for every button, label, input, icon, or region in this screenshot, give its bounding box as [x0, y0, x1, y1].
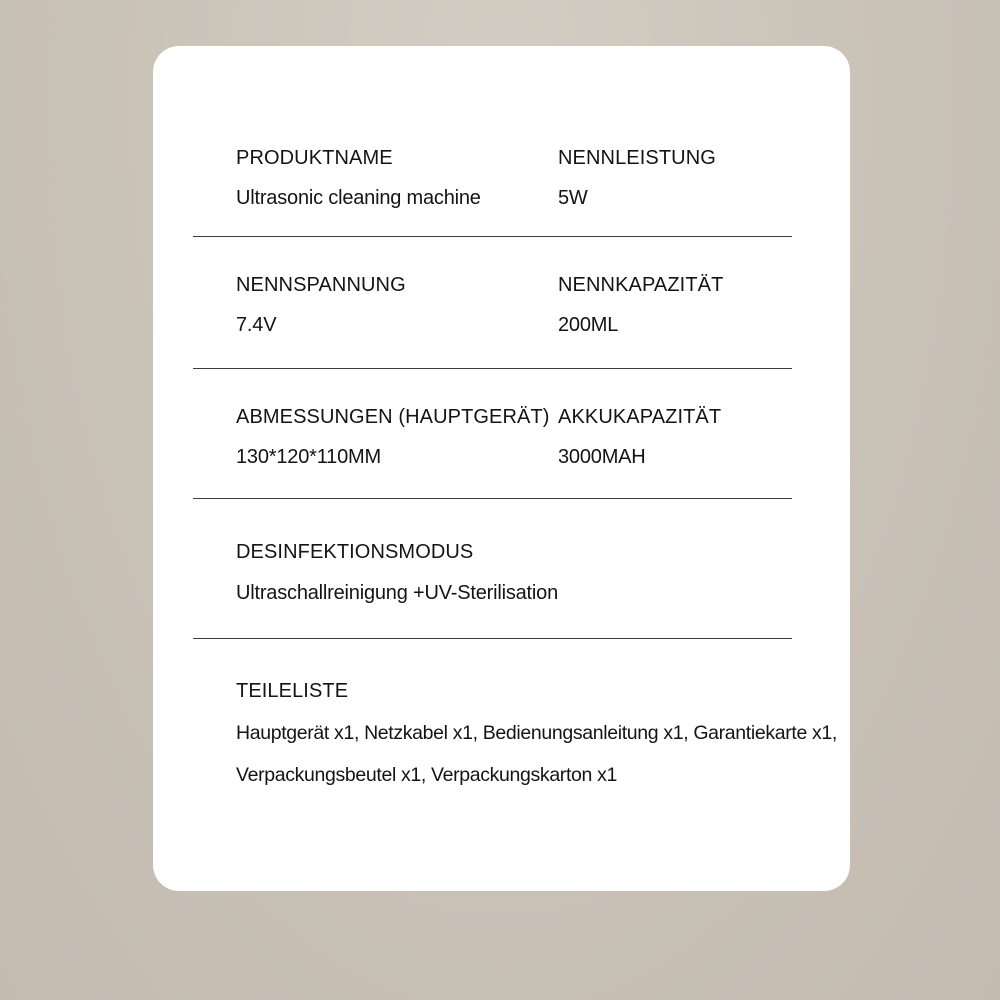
rated-power-value: 5W	[558, 187, 588, 209]
disinfection-mode-label: DESINFEKTIONSMODUS	[236, 541, 474, 563]
parts-list-line-1: Hauptgerät x1, Netzkabel x1, Bedienungsanleitung x1, Garantiekarte x1,	[236, 722, 837, 744]
divider-4	[193, 638, 792, 639]
disinfection-mode-value: Ultraschallreinigung +UV-Sterilisation	[236, 582, 558, 604]
divider-2	[193, 368, 792, 369]
divider-1	[193, 236, 792, 237]
divider-3	[193, 498, 792, 499]
rated-voltage-label: NENNSPANNUNG	[236, 274, 406, 296]
rated-capacity-label: NENNKAPAZITÄT	[558, 274, 724, 296]
battery-capacity-value: 3000MAH	[558, 446, 646, 468]
battery-capacity-label: AKKUKAPAZITÄT	[558, 406, 722, 428]
dimensions-label: ABMESSUNGEN (HAUPTGERÄT)	[236, 406, 550, 428]
product-name-value: Ultrasonic cleaning machine	[236, 187, 481, 209]
product-name-label: PRODUKTNAME	[236, 147, 393, 169]
spec-card	[153, 46, 850, 891]
parts-list-label: TEILELISTE	[236, 680, 349, 702]
dimensions-value: 130*120*110MM	[236, 446, 381, 468]
rated-capacity-value: 200ML	[558, 314, 619, 336]
rated-power-label: NENNLEISTUNG	[558, 147, 716, 169]
parts-list-line-2: Verpackungsbeutel x1, Verpackungskarton x1	[236, 764, 617, 786]
rated-voltage-value: 7.4V	[236, 314, 277, 336]
